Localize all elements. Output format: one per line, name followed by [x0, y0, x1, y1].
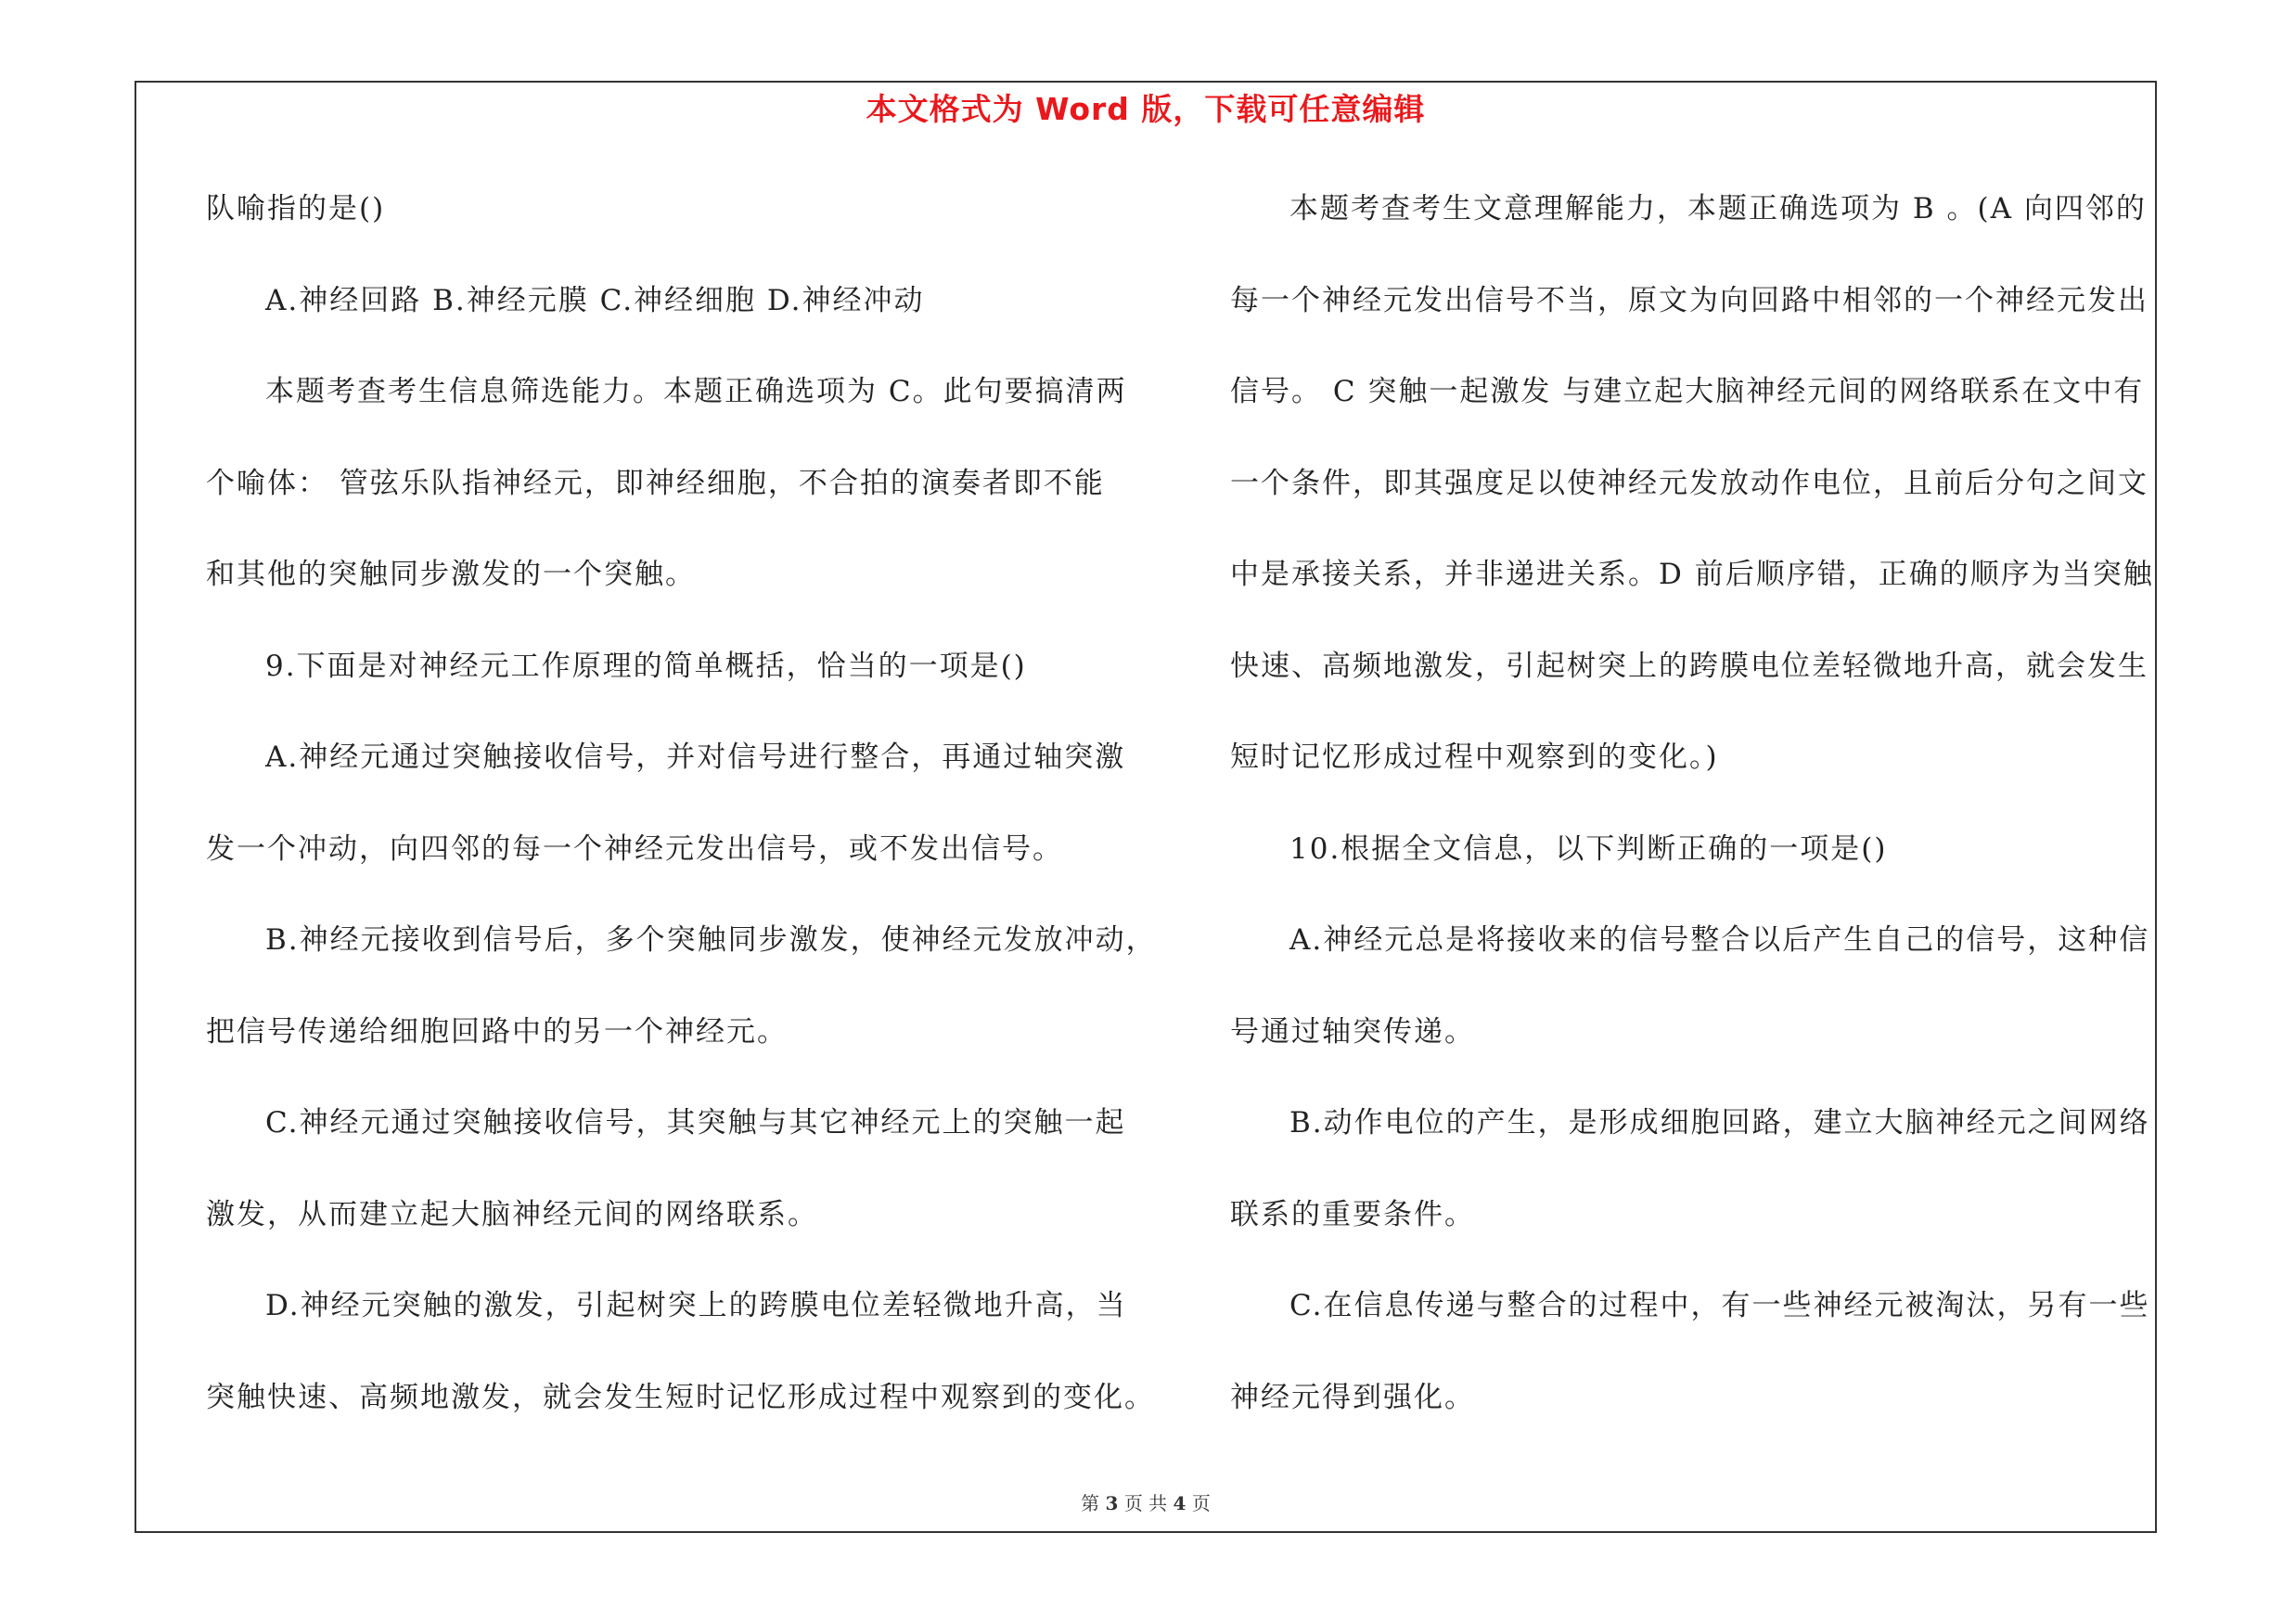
left-column-line: 激发，从而建立起大脑神经元间的网络联系。: [206, 1197, 818, 1231]
left-column-line: B.神经元接收到信号后，多个突触同步激发，使神经元发放冲动，: [265, 923, 1157, 957]
right-column-line: 神经元得到强化。: [1230, 1380, 1475, 1414]
footer-middle: 页 共: [1123, 1492, 1168, 1514]
left-column-line: C.神经元通过突触接收信号，其突触与其它神经元上的突触一起: [265, 1106, 1126, 1140]
right-column-line: 本题考查考生文意理解能力，本题正确选项为 B 。(A 向四邻的: [1289, 192, 2147, 225]
left-column-line: 个喻体： 管弦乐队指神经元，即神经细胞，不合拍的演奏者即不能: [206, 466, 1105, 500]
left-column-line: 发一个冲动，向四邻的每一个神经元发出信号，或不发出信号。: [206, 831, 1063, 866]
left-column-line: A.神经元通过突触接收信号，并对信号进行整合，再通过轴突激: [265, 741, 1126, 774]
right-column-line: 中是承接关系，并非递进关系。D 前后顺序错，正确的顺序为当突触: [1230, 558, 2154, 591]
footer-suffix: 页: [1191, 1492, 1211, 1514]
right-column-line: C.在信息传递与整合的过程中，有一些神经元被淘汰，另有一些: [1289, 1289, 2150, 1322]
right-column-line: 快速、高频地激发，引起树突上的跨膜电位差轻微地升高，就会发生: [1230, 649, 2148, 683]
right-column-line: A.神经元总是将接收来的信号整合以后产生自己的信号，这种信: [1289, 923, 2150, 957]
right-column-line: 号通过轴突传递。: [1230, 1014, 1475, 1049]
right-column-line: 10.根据全文信息，以下判断正确的一项是(): [1289, 831, 1888, 866]
left-column-line: 队喻指的是(): [206, 192, 386, 225]
footer-current-page: 3: [1105, 1492, 1119, 1514]
left-column-line: 和其他的突触同步激发的一个突触。: [206, 558, 696, 591]
footer-prefix: 第: [1081, 1492, 1100, 1514]
right-column-line: 短时记忆形成过程中观察到的变化。): [1230, 741, 1719, 774]
right-column-line: 信号。 C 突触一起激发 与建立起大脑神经元间的网络联系在文中有: [1230, 375, 2145, 408]
page-footer: [135, 1490, 2157, 1516]
word-format-banner: 本文格式为 Word 版，下载可任意编辑: [866, 91, 1426, 127]
left-column-line: A.神经回路 B.神经元膜 C.神经细胞 D.神经冲动: [265, 283, 925, 317]
left-column-line: 9.下面是对神经元工作原理的简单概括，恰当的一项是(): [265, 649, 1027, 683]
left-column-line: 突触快速、高频地激发，就会发生短时记忆形成过程中观察到的变化。: [206, 1380, 1155, 1414]
right-column-line: 每一个神经元发出信号不当，原文为向回路中相邻的一个神经元发出: [1230, 283, 2148, 317]
right-column-line: B.动作电位的产生，是形成细胞回路，建立大脑神经元之间网络: [1289, 1106, 2150, 1140]
left-column-line: D.神经元突触的激发，引起树突上的跨膜电位差轻微地升高，当: [265, 1289, 1127, 1322]
footer-total-pages: 4: [1173, 1492, 1186, 1514]
right-column-line: 一个条件，即其强度足以使神经元发放动作电位，且前后分句之间文: [1230, 466, 2148, 500]
left-column-line: 把信号传递给细胞回路中的另一个神经元。: [206, 1014, 788, 1049]
right-column-line: 联系的重要条件。: [1230, 1197, 1475, 1231]
left-column-line: 本题考查考生信息筛选能力。本题正确选项为 C。此句要搞清两: [265, 375, 1127, 408]
